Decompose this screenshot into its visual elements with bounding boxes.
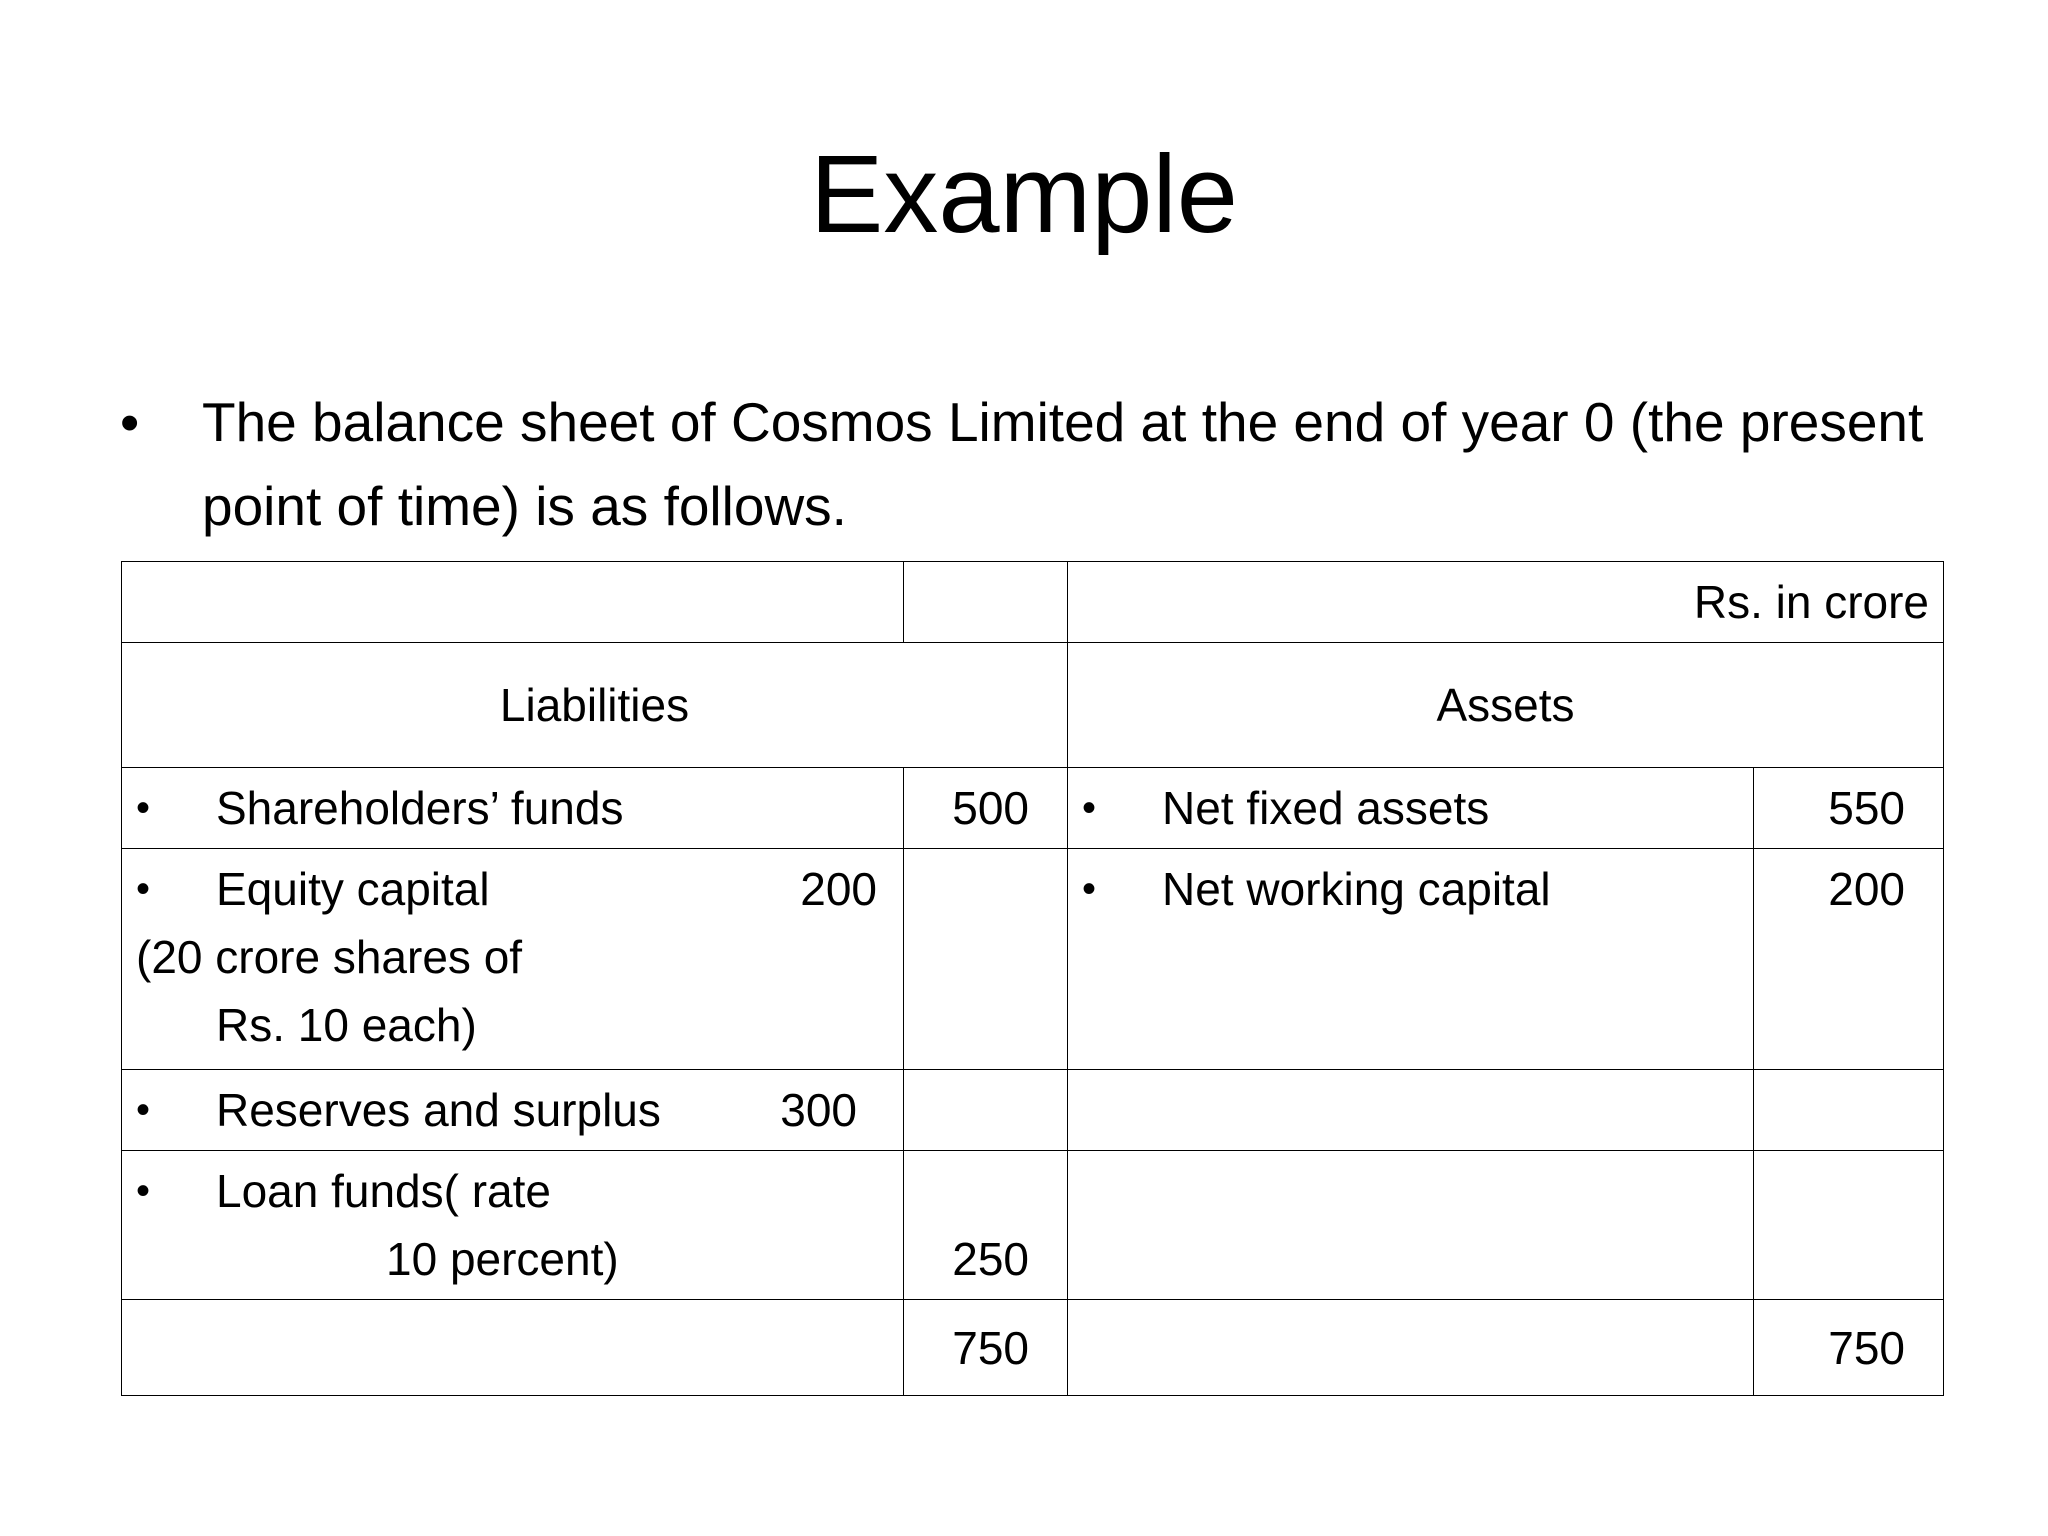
empty-cell — [122, 562, 904, 643]
empty-cell — [1754, 1151, 1944, 1300]
reserves-surplus-value: 300 — [780, 1084, 857, 1136]
table-row — [122, 562, 1944, 643]
table-row — [122, 643, 1944, 768]
liability-cell — [122, 849, 904, 1070]
empty-cell — [1068, 1300, 1754, 1396]
equity-capital-label: Equity capital — [216, 863, 490, 915]
empty-cell — [904, 562, 1068, 643]
table-row — [122, 768, 1944, 849]
bullet: • — [1082, 786, 1097, 830]
empty-cell — [1068, 1151, 1754, 1300]
empty-cell — [904, 849, 1068, 1070]
total-liabilities: 750 — [904, 1300, 1068, 1396]
liability-cell — [122, 768, 904, 849]
equity-capital-note-line1: (20 crore shares of — [136, 931, 523, 983]
table-row — [122, 1070, 1944, 1151]
empty-cell — [122, 1300, 904, 1396]
unit-note: Rs. in crore — [1068, 562, 1944, 643]
intro-paragraph — [120, 380, 1960, 548]
assets-header: Assets — [1068, 643, 1944, 768]
slide-title: Example — [810, 133, 1238, 256]
shareholders-funds-value: 500 — [904, 768, 1068, 849]
table-row — [122, 849, 1944, 1070]
asset-cell — [1068, 849, 1754, 1070]
bullet: • — [1082, 867, 1097, 911]
equity-capital-note-line2: Rs. 10 each) — [216, 999, 477, 1051]
shareholders-funds-label: Shareholders’ funds — [216, 782, 624, 834]
equity-capital-value: 200 — [800, 863, 877, 915]
loan-funds-label-line2: 10 percent) — [386, 1233, 619, 1285]
bullet: • — [136, 1088, 151, 1132]
bullet: • — [136, 1169, 151, 1213]
intro-bullet: • — [120, 391, 140, 453]
balance-sheet-table — [121, 561, 1944, 1396]
bullet: • — [136, 867, 151, 911]
bullet: • — [136, 786, 151, 830]
liabilities-header: Liabilities — [122, 643, 1068, 768]
liability-cell — [122, 1151, 904, 1300]
empty-cell — [1068, 1070, 1754, 1151]
empty-cell — [1754, 1070, 1944, 1151]
liability-cell — [122, 1070, 904, 1151]
table-row — [122, 1300, 1944, 1396]
net-working-capital-value: 200 — [1754, 849, 1944, 1070]
reserves-surplus-label: Reserves and surplus — [216, 1084, 661, 1136]
total-assets: 750 — [1754, 1300, 1944, 1396]
table-row — [122, 1151, 1944, 1300]
net-fixed-assets-value: 550 — [1754, 768, 1944, 849]
asset-cell — [1068, 768, 1754, 849]
intro-text: The balance sheet of Cosmos Limited at the end of year 0 (the present point of time) is as follows. — [202, 391, 1924, 537]
loan-funds-value: 250 — [904, 1151, 1068, 1300]
empty-cell — [904, 1070, 1068, 1151]
net-working-capital-label: Net working capital — [1162, 863, 1551, 915]
loan-funds-label-line1: Loan funds( rate — [216, 1165, 552, 1217]
net-fixed-assets-label: Net fixed assets — [1162, 782, 1490, 834]
